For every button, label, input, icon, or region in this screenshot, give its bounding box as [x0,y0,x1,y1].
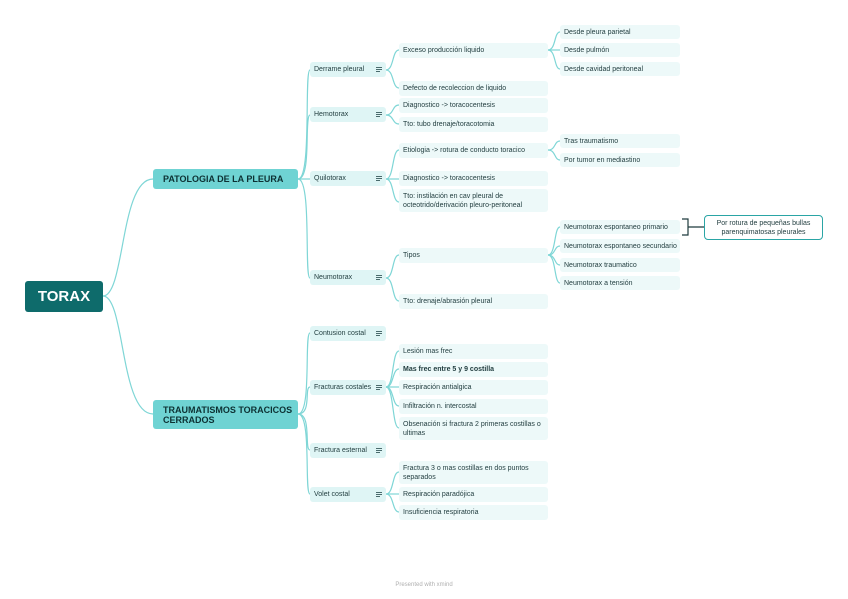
topic-fractura-esternal[interactable] [310,443,386,458]
topic-label: Volet costal [314,491,350,498]
topic-desde-pulmon[interactable]: Desde pulmón [560,43,680,57]
topic-fract-mas-frec[interactable]: Mas frec entre 5 y 9 costilla [399,362,548,377]
topic-label: Fractura esternal [314,447,367,454]
notes-icon[interactable] [376,331,382,337]
topic-neumo-secundario[interactable]: Neumotorax espontaneo secundario [560,239,680,253]
topic-volet-fractura[interactable]: Fractura 3 o mas costillas en dos puntos separados [399,461,548,484]
topic-fract-respiracion[interactable]: Respiración antialgica [399,380,548,395]
root-topic[interactable]: TORAX [25,281,103,312]
topic-volet-respiracion[interactable]: Respiración paradójica [399,487,548,502]
topic-label: Fracturas costales [314,384,372,391]
topic-fract-infiltracion[interactable]: Infiltración n. intercostal [399,399,548,414]
topic-neumotorax[interactable] [310,270,386,285]
topic-exceso-produccion[interactable]: Exceso producción liquido [399,43,548,58]
topic-contusion-costal[interactable] [310,326,386,341]
topic-neumo-primario[interactable]: Neumotorax espontaneo primario [560,220,680,234]
branch-patologia-pleura[interactable]: PATOLOGIA DE LA PLEURA [153,169,298,189]
topic-label: Contusion costal [314,330,366,337]
topic-fract-lesion[interactable]: Lesión mas frec [399,344,548,359]
topic-quilotorax[interactable] [310,171,386,186]
topic-derrame-pleural[interactable] [310,62,386,77]
topic-quilo-tto[interactable]: Tto: instilación en cav pleural de octeotrido/derivación pleuro-peritoneal [399,189,548,212]
topic-desde-pleura-parietal[interactable]: Desde pleura parietal [560,25,680,39]
topic-desde-cavidad-peritoneal[interactable]: Desde cavidad peritoneal [560,62,680,76]
topic-fract-observacion[interactable]: Obsenación si fractura 2 primeras costillas o ultimas [399,417,548,440]
topic-fracturas-costales[interactable] [310,380,386,395]
notes-icon[interactable] [376,67,382,73]
topic-volet-costal[interactable] [310,487,386,502]
topic-neumo-tipos[interactable]: Tipos [399,248,548,263]
notes-icon[interactable] [376,448,382,454]
topic-hemo-tto[interactable]: Tto: tubo drenaje/toracotomia [399,117,548,132]
topic-neumo-traumatico[interactable]: Neumotorax traumatico [560,258,680,272]
notes-icon[interactable] [376,385,382,391]
topic-label: Neumotorax [314,274,353,281]
notes-icon[interactable] [376,112,382,118]
topic-volet-insuficiencia[interactable]: Insuficiencia respiratoria [399,505,548,520]
topic-label: Quilotorax [314,175,346,182]
topic-neumo-tension[interactable]: Neumotorax a tensión [560,276,680,290]
topic-quilo-diagnostico[interactable]: Diagnostico -> toracocentesis [399,171,548,186]
notes-icon[interactable] [376,176,382,182]
topic-tumor-mediastino[interactable]: Por tumor en mediastino [560,153,680,167]
topic-neumo-tto[interactable]: Tto: drenaje/abrasión pleural [399,294,548,309]
topic-hemo-diagnostico[interactable]: Diagnostico -> toracocentesis [399,98,548,113]
topic-defecto-recoleccion[interactable]: Defecto de recoleccion de liquido [399,81,548,96]
topic-quilo-etiologia[interactable]: Etiologia -> rotura de conducto toracico [399,143,548,158]
footer-watermark: Presented with xmind [395,582,453,588]
callout-bullas[interactable]: Por rotura de pequeñas bullas parenquimatosas pleurales [704,215,823,240]
notes-icon[interactable] [376,275,382,281]
topic-tras-traumatismo[interactable]: Tras traumatismo [560,134,680,148]
branch-traumatismos[interactable]: TRAUMATISMOS TORACICOS CERRADOS [153,400,298,429]
topic-label: Hemotorax [314,111,349,118]
notes-icon[interactable] [376,492,382,498]
topic-hemotorax[interactable] [310,107,386,122]
topic-label: Derrame pleural [314,66,365,73]
